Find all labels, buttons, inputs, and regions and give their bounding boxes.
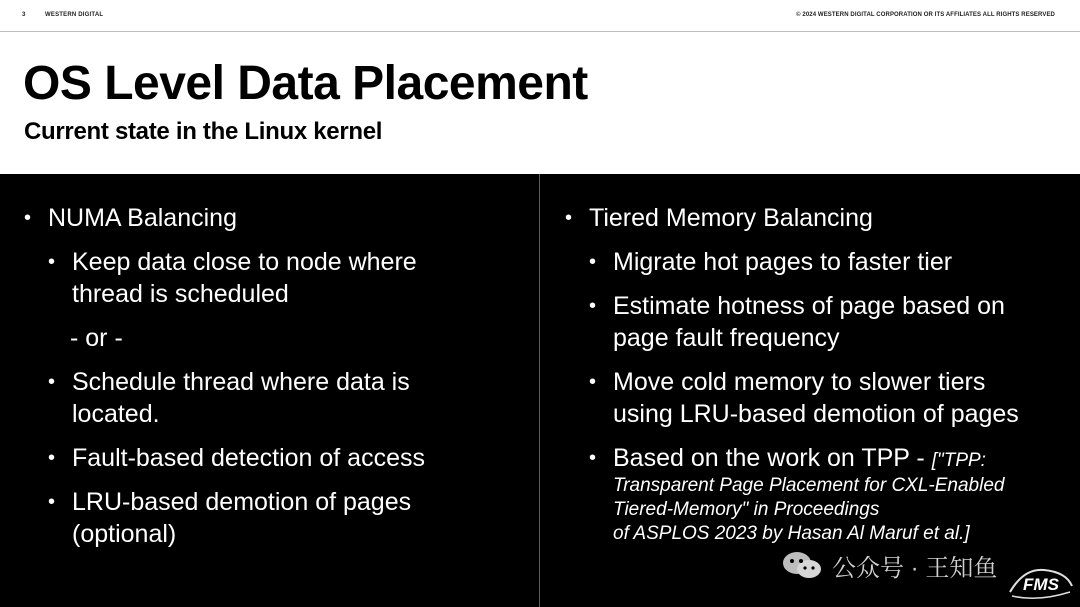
left-item-4-line-1: LRU-based demotion of pages (72, 488, 412, 516)
right-item-4-main-text: Based on the work on TPP - (613, 444, 932, 472)
page-number: 3 (22, 12, 26, 18)
fms-logo (1004, 562, 1078, 604)
right-item-3-line-2: using LRU-based demotion of pages (613, 400, 1019, 428)
bullet: • (24, 207, 32, 229)
bullet: • (48, 371, 56, 393)
slide-subtitle: Current state in the Linux kernel (24, 118, 383, 145)
copyright-notice: © 2024 WESTERN DIGITAL CORPORATION OR ITS AFFILIATES ALL RIGHTS RESERVED (796, 12, 1055, 18)
right-item-3-line-1: Move cold memory to slower tiers (613, 368, 986, 396)
bullet: • (589, 447, 597, 469)
left-item-3-text: Fault-based detection of access (72, 444, 425, 472)
or-separator: - or - (70, 324, 123, 352)
bullet: • (589, 371, 597, 393)
right-item-4-main (613, 442, 986, 474)
citation-line-2: Transparent Page Placement for CXL-Enabled (613, 475, 1005, 496)
top-rule (0, 31, 1080, 32)
right-item-2-line-2: page fault frequency (613, 324, 840, 352)
bullet: • (589, 251, 597, 273)
wechat-icon (780, 550, 824, 580)
fms-logo-text: FMS (1023, 575, 1059, 594)
left-item-2-line-1: Schedule thread where data is (72, 368, 410, 396)
left-item-2-line-2: located. (72, 400, 160, 428)
left-item-1-line-1: Keep data close to node where (72, 248, 417, 276)
column-divider (539, 174, 540, 607)
citation-line-4: of ASPLOS 2023 by Hasan Al Maruf et al.] (613, 523, 970, 544)
bullet: • (589, 295, 597, 317)
bullet: • (48, 447, 56, 469)
bullet: • (48, 491, 56, 513)
left-item-4-line-2: (optional) (72, 520, 177, 548)
right-item-2-line-1: Estimate hotness of page based on (613, 292, 1005, 320)
slide-title: OS Level Data Placement (23, 57, 588, 110)
left-item-1-line-2: thread is scheduled (72, 280, 289, 308)
bullet: • (565, 207, 573, 229)
right-heading-text: Tiered Memory Balancing (589, 204, 873, 232)
watermark-text: 公众号 · 王知鱼 (832, 555, 998, 582)
bullet: • (48, 251, 56, 273)
right-item-1-text: Migrate hot pages to faster tier (613, 248, 953, 276)
citation-line-3: Tiered-Memory" in Proceedings (613, 499, 880, 520)
left-heading-text: NUMA Balancing (48, 204, 237, 232)
brand-name: WESTERN DIGITAL (45, 12, 104, 18)
top-bar (0, 0, 1080, 32)
citation-line-1: ["TPP: (931, 450, 986, 471)
